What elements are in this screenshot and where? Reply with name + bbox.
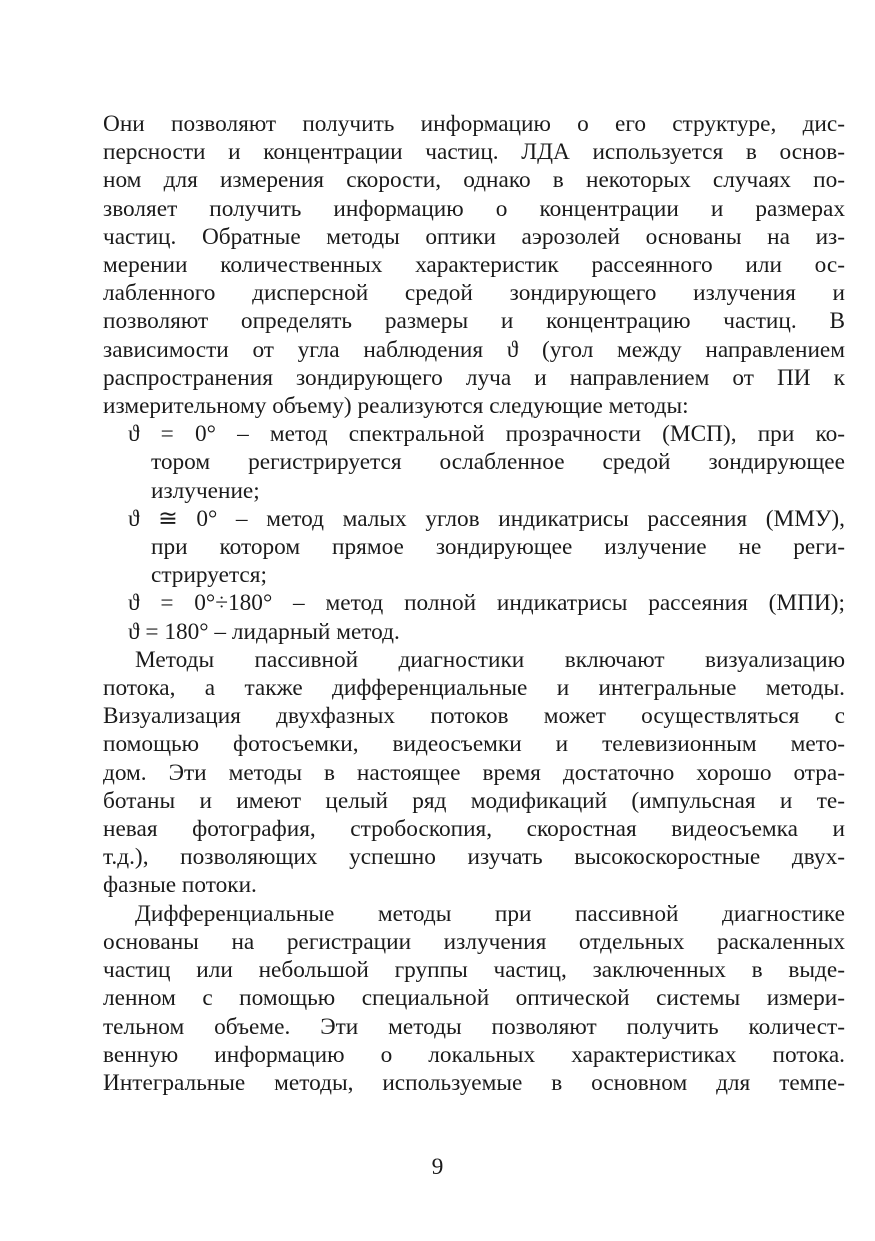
text-line: тором регистрируется ослабленное средой зондирующее xyxy=(151,449,845,476)
text-line: Методы пассивной диагностики включают визуализацию xyxy=(135,646,845,673)
text-line: основаны на регистрации излучения отдельных раскаленных xyxy=(103,928,845,955)
text-line: невая фотография, стробоскопия, скоростная видеосъемка и xyxy=(103,816,845,843)
text-line: ботаны и имеют целый ряд модификаций (импульсная и те- xyxy=(103,787,845,814)
text-line: персности и концентрации частиц. ЛДА используется в основ- xyxy=(103,139,845,166)
paragraph xyxy=(103,110,845,420)
text-line: Интегральные методы, используемые в основном для темпе- xyxy=(103,1069,845,1096)
text-line: Дифференциальные методы при пассивной диагностике xyxy=(135,900,845,927)
text-line: дом. Эти методы в настоящее время достаточно хорошо отра- xyxy=(103,759,845,786)
text-line: ϑ ≅ 0° – метод малых углов индикатрисы рассеяния (ММУ), xyxy=(128,505,845,532)
list-item xyxy=(103,420,845,505)
text-line: распространения зондирующего луча и направлением от ПИ к xyxy=(103,364,845,391)
paragraph xyxy=(103,646,845,900)
text-line: ленном с помощью специальной оптической системы измери- xyxy=(103,985,845,1012)
text-line: т.д.), позволяющих успешно изучать высокоскоростные двух- xyxy=(103,844,845,871)
text-line: ϑ = 180° – лидарный метод. xyxy=(128,618,400,645)
text-line: зависимости от угла наблюдения ϑ (угол между направлением xyxy=(103,336,845,363)
text-line: ном для измерения скорости, однако в некоторых случаях по- xyxy=(103,167,845,194)
paragraph xyxy=(103,900,845,1097)
text-line: позволяют определять размеры и концентрацию частиц. В xyxy=(103,308,845,335)
text-line: частиц. Обратные методы оптики аэрозолей основаны на из- xyxy=(103,223,845,250)
text-line: ϑ = 0°÷180° – метод полной индикатрисы рассеяния (МПИ); xyxy=(128,590,845,617)
list-item xyxy=(103,618,845,646)
text-line: зволяет получить информацию о концентрации и размерах xyxy=(103,195,845,222)
text-line: мерении количественных характеристик рассеянного или ос- xyxy=(103,252,845,279)
text-line: частиц или небольшой группы частиц, заключенных в выде- xyxy=(103,957,845,984)
text-line: венную информацию о локальных характеристиках потока. xyxy=(103,1041,845,1068)
text-line: измерительному объему) реализуются следующие методы: xyxy=(103,393,689,420)
text-line: потока, а также дифференциальные и интегральные методы. xyxy=(103,675,845,702)
text-line: Визуализация двухфазных потоков может осуществляться с xyxy=(103,703,845,730)
text-line: при котором прямое зондирующее излучение не реги- xyxy=(151,534,845,561)
text-block xyxy=(103,110,845,1097)
list-item xyxy=(103,505,845,590)
text-line: помощью фотосъемки, видеосъемки и телевизионным мето- xyxy=(103,731,845,758)
text-line: тельном объеме. Эти методы позволяют получить количест- xyxy=(103,1013,845,1040)
text-line: стрируется; xyxy=(151,562,267,589)
text-line: лабленного дисперсной средой зондирующего излучения и xyxy=(103,280,845,307)
text-line: фазные потоки. xyxy=(103,872,257,899)
text-line: Они позволяют получить информацию о его структуре, дис- xyxy=(103,111,845,137)
text-line: ϑ = 0° – метод спектральной прозрачности (МСП), при ко- xyxy=(128,421,845,448)
text-line: излучение; xyxy=(151,477,260,504)
page-number: 9 xyxy=(431,1154,444,1180)
list-item xyxy=(103,589,845,617)
